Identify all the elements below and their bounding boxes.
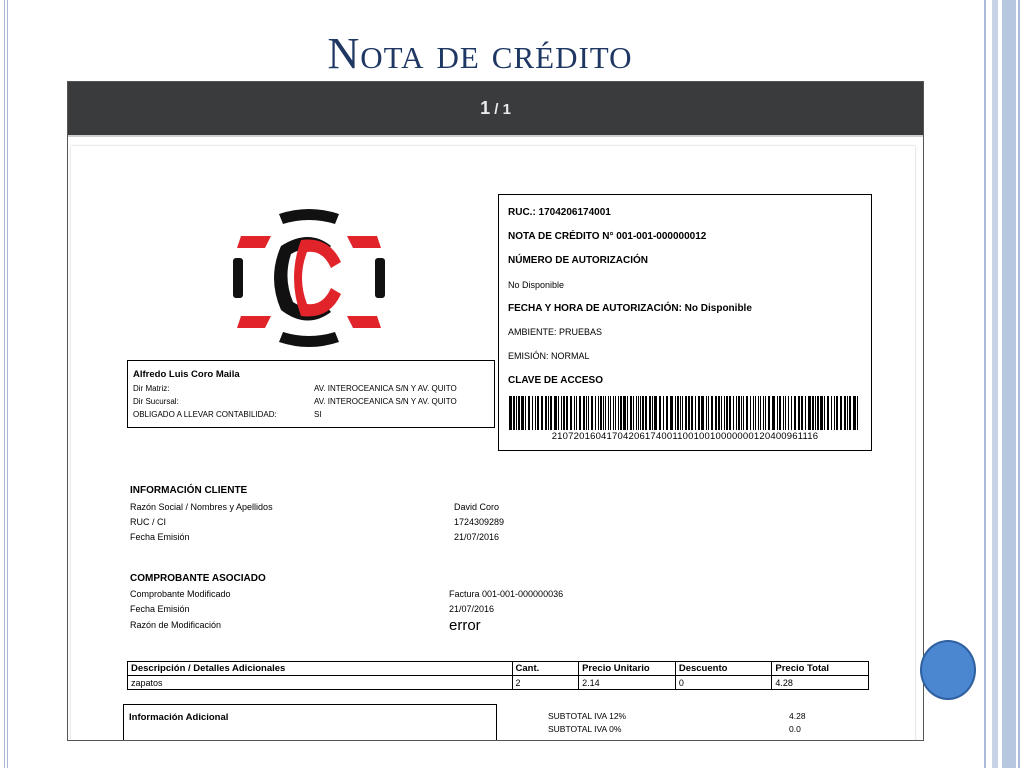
barcode-bar: [525, 396, 526, 430]
barcode-bar: [715, 396, 717, 430]
barcode-bar: [537, 396, 539, 430]
barcode-bar: [706, 396, 707, 430]
barcode: [509, 396, 861, 430]
barcode-bar: [545, 396, 547, 430]
barcode-bar: [763, 396, 764, 430]
barcode-bar: [550, 396, 552, 430]
fecha-emision-value: 21/07/2016: [454, 532, 500, 542]
ruc-ci-label: RUC / CI: [130, 517, 166, 527]
razon-modificacion-label: Razón de Modificación: [130, 620, 222, 630]
page-separator: /: [494, 101, 499, 118]
razon-modificacion-value: error: [449, 617, 481, 634]
barcode-bar: [595, 396, 596, 430]
barcode-bar: [785, 396, 786, 430]
barcode-bar: [677, 396, 679, 430]
barcode-bar: [570, 396, 572, 430]
cell-cant: 2: [512, 676, 579, 690]
barcode-bar: [516, 396, 517, 430]
barcode-bar: [695, 396, 696, 430]
barcode-bar: [805, 396, 806, 430]
slide-title: Nota de crédito: [327, 29, 633, 78]
col-descripcion: Descripción / Detalles Adicionales: [128, 662, 513, 676]
barcode-bar: [541, 396, 543, 430]
subtotal-0-value: 0.0: [789, 724, 801, 734]
barcode-bar: [618, 396, 619, 430]
contabilidad-value: SI: [314, 410, 322, 419]
barcode-bar: [615, 396, 616, 430]
page-total: 1: [502, 101, 511, 118]
barcode-bar: [758, 396, 759, 430]
barcode-bar: [753, 396, 754, 430]
nota-credito-numero: NOTA DE CRÉDITO N° 001-001-000000012: [508, 231, 707, 242]
barcode-bar: [588, 396, 589, 430]
barcode-bar: [738, 396, 740, 430]
barcode-bar: [772, 396, 775, 430]
barcode-bar: [812, 396, 814, 430]
barcode-bar: [566, 396, 568, 430]
table-row: [128, 676, 869, 690]
ambiente: AMBIENTE: PRUEBAS: [508, 327, 603, 337]
barcode-bar: [724, 396, 725, 430]
subtotal-12-label: SUBTOTAL IVA 12%: [548, 711, 627, 721]
info-adicional-box: [123, 704, 497, 741]
company-logo: [231, 206, 387, 350]
razon-social-value: David Coro: [454, 502, 500, 512]
dir-matriz-value: AV. INTEROCEANICA S/N Y AV. QUITO: [314, 384, 457, 393]
document-page: [71, 146, 915, 741]
comprobante-modificado-label: Comprobante Modificado: [130, 589, 231, 599]
barcode-bar: [741, 396, 742, 430]
cliente-title: INFORMACIÓN CLIENTE: [130, 485, 248, 496]
barcode-bar: [576, 396, 577, 430]
barcode-bar: [750, 396, 751, 430]
barcode-bar: [670, 396, 673, 430]
autorizacion-value: No Disponible: [508, 280, 565, 290]
barcode-bar: [574, 396, 575, 430]
barcode-bar: [817, 396, 819, 430]
clave-acceso-value: 2107201604170420617400110010010000000120400961116: [551, 431, 819, 442]
pdf-viewer: [67, 81, 924, 741]
barcode-bar: [755, 396, 756, 430]
detalle-header-row: [128, 662, 869, 676]
barcode-bar: [558, 396, 559, 430]
col-precio-unitario: Precio Unitario: [579, 662, 676, 676]
barcode-bar: [701, 396, 704, 430]
barcode-bar: [847, 396, 848, 430]
emision: EMISIÓN: NORMAL: [508, 351, 590, 361]
barcode-bar: [613, 396, 614, 430]
barcode-bar: [840, 396, 842, 430]
barcode-bar: [733, 396, 734, 430]
barcode-bar: [688, 396, 690, 430]
clave-acceso-label: CLAVE DE ACCESO: [508, 375, 604, 386]
barcode-bar: [513, 396, 515, 430]
razon-social-label: Razón Social / Nombres y Apellidos: [130, 502, 273, 512]
fecha-autorizacion: FECHA Y HORA DE AUTORIZACIÓN: No Disponible: [508, 303, 752, 314]
barcode-bar: [659, 396, 661, 430]
barcode-bar: [729, 396, 731, 430]
asociado-title: COMPROBANTE ASOCIADO: [130, 573, 266, 584]
barcode-bar: [708, 396, 709, 430]
barcode-bar: [583, 396, 585, 430]
barcode-bar: [768, 396, 770, 430]
cell-precio-unitario: 2.14: [579, 676, 676, 690]
cell-descripcion: zapatos: [128, 676, 513, 690]
comprobante-modificado-value: Factura 001-001-000000036: [449, 589, 564, 599]
barcode-bar: [603, 396, 604, 430]
barcode-bar: [638, 396, 639, 430]
barcode-bar: [844, 396, 846, 430]
barcode-bar: [554, 396, 557, 430]
subtotal-12-value: 4.28: [789, 711, 806, 721]
barcode-bar: [591, 396, 593, 430]
barcode-bar: [779, 396, 781, 430]
barcode-bar: [711, 396, 713, 430]
barcode-bar: [548, 396, 549, 430]
ruc-emisor: RUC.: 1704206174001: [508, 207, 611, 218]
ruc-ci-value: 1724309289: [454, 517, 505, 527]
barcode-bar: [598, 396, 599, 430]
barcode-bar: [642, 396, 644, 430]
barcode-bar: [682, 396, 683, 430]
dir-sucursal-value: AV. INTEROCEANICA S/N Y AV. QUITO: [314, 397, 457, 406]
barcode-bar: [532, 396, 533, 430]
barcode-bar: [791, 396, 792, 430]
barcode-bar: [853, 396, 856, 430]
barcode-bar: [820, 396, 823, 430]
barcode-bar: [808, 396, 811, 430]
barcode-bar: [743, 396, 744, 430]
barcode-bar: [798, 396, 800, 430]
barcode-bar: [834, 396, 835, 430]
barcode-bar: [849, 396, 851, 430]
contabilidad-label: OBLIGADO A LLEVAR CONTABILIDAD:: [133, 410, 277, 419]
info-adicional-title: Información Adicional: [129, 712, 229, 723]
barcode-bar: [718, 396, 720, 430]
cell-descuento: 0: [675, 676, 772, 690]
barcode-bar: [827, 396, 829, 430]
barcode-bar: [579, 396, 581, 430]
barcode-bar: [857, 396, 858, 430]
detalle-table: [127, 661, 869, 690]
dir-matriz-label: Dir Matriz:: [133, 384, 170, 393]
barcode-bar: [608, 396, 609, 430]
barcode-bar: [509, 396, 512, 430]
subtotal-0-label: SUBTOTAL IVA 0%: [548, 724, 622, 734]
autorizacion-label: NÚMERO DE AUTORIZACIÓN: [508, 255, 648, 266]
barcode-bar: [654, 396, 657, 430]
barcode-bar: [528, 396, 530, 430]
emisor-nombre: Alfredo Luis Coro Maila: [133, 369, 240, 380]
barcode-bar: [518, 396, 520, 430]
barcode-bar: [765, 396, 766, 430]
asociado-fecha-value: 21/07/2016: [449, 604, 495, 614]
barcode-bar: [521, 396, 524, 430]
barcode-bar: [636, 396, 637, 430]
barcode-bar: [627, 396, 628, 430]
barcode-bar: [610, 396, 611, 430]
barcode-bar: [666, 396, 668, 430]
barcode-bar: [645, 396, 647, 430]
barcode-bar: [721, 396, 722, 430]
page-current: 1: [480, 98, 491, 118]
dir-sucursal-label: Dir Sucursal:: [133, 397, 179, 406]
barcode-bar: [777, 396, 778, 430]
barcode-bar: [783, 396, 784, 430]
barcode-bar: [620, 396, 622, 430]
barcode-bar: [824, 396, 825, 430]
barcode-bar: [561, 396, 562, 430]
barcode-bar: [836, 396, 838, 430]
page-indicator[interactable]: [480, 98, 511, 118]
barcode-bar: [649, 396, 651, 430]
comprobante-box: [498, 194, 872, 451]
emisor-box: [127, 360, 495, 428]
barcode-bar: [600, 396, 602, 430]
barcode-bar: [652, 396, 653, 430]
barcode-bar: [831, 396, 832, 430]
col-precio-total: Precio Total: [772, 662, 869, 676]
fecha-emision-label: Fecha Emisión: [130, 532, 190, 542]
col-cant: Cant.: [512, 662, 579, 676]
barcode-bar: [663, 396, 664, 430]
barcode-bar: [760, 396, 761, 430]
barcode-bar: [801, 396, 803, 430]
barcode-bar: [698, 396, 700, 430]
pdf-toolbar: [68, 82, 923, 137]
col-descuento: Descuento: [675, 662, 772, 676]
barcode-bar: [640, 396, 641, 430]
cell-precio-total: 4.28: [772, 676, 869, 690]
barcode-bar: [630, 396, 632, 430]
barcode-bar: [605, 396, 606, 430]
barcode-bar: [586, 396, 587, 430]
barcode-bar: [746, 396, 748, 430]
slide-frame-left: [4, 0, 8, 768]
barcode-bar: [815, 396, 816, 430]
barcode-bar: [794, 396, 796, 430]
barcode-bar: [691, 396, 693, 430]
barcode-bar: [633, 396, 634, 430]
barcode-bar: [675, 396, 676, 430]
barcode-bar: [563, 396, 565, 430]
barcode-bar: [680, 396, 681, 430]
barcode-bar: [736, 396, 737, 430]
barcode-bar: [685, 396, 687, 430]
slide-frame-right: [978, 0, 1024, 768]
barcode-bar: [623, 396, 626, 430]
barcode-bar: [788, 396, 789, 430]
asociado-fecha-label: Fecha Emisión: [130, 604, 190, 614]
barcode-bar: [535, 396, 536, 430]
slide-decoration-circle: [920, 640, 976, 700]
barcode-bar: [726, 396, 728, 430]
